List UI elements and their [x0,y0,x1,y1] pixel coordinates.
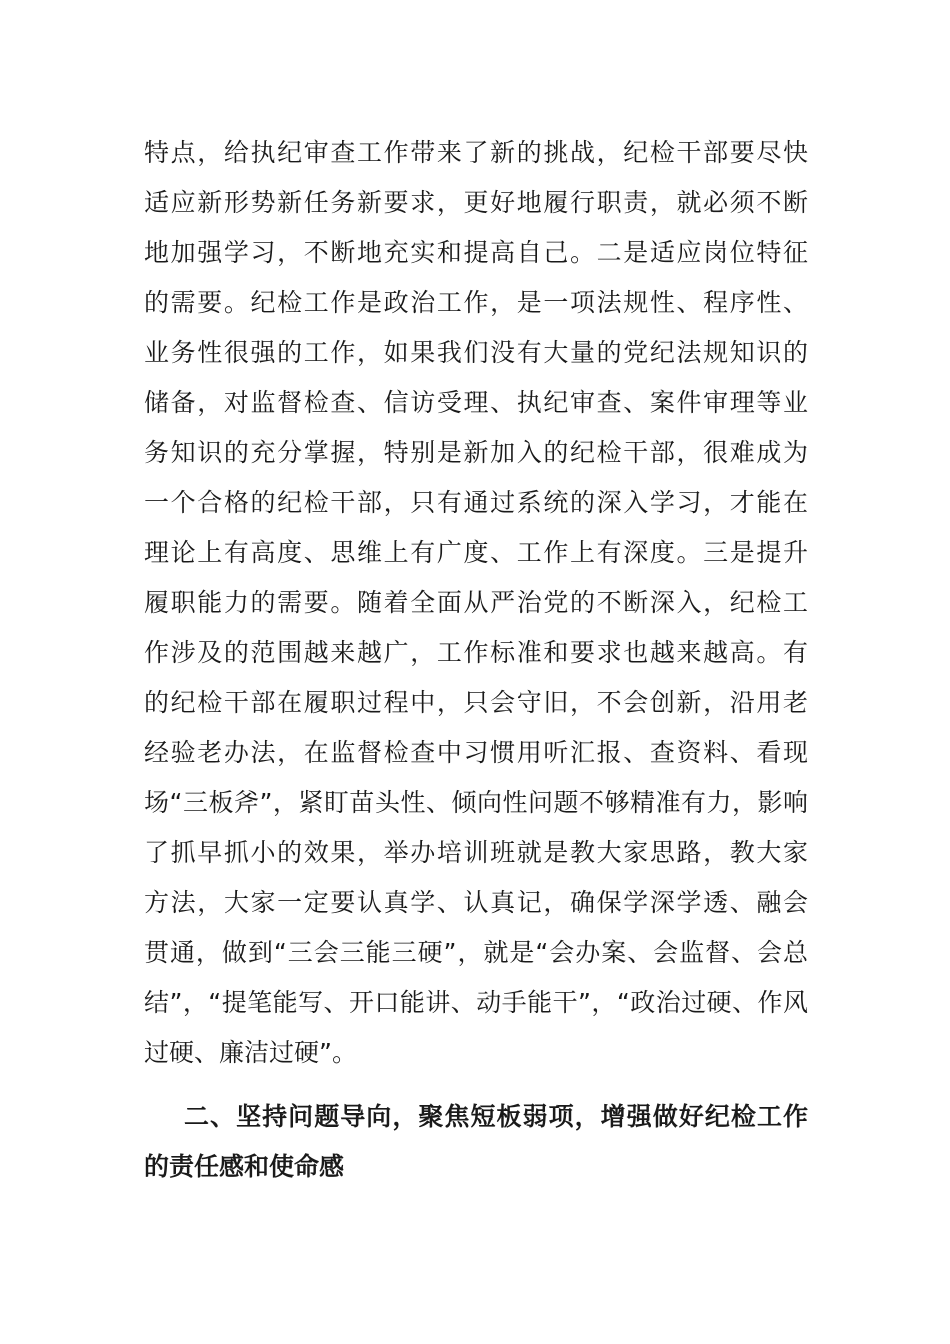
paragraph-line: 结”，“提笔能写、开口能讲、动手能干”，“政治过硬、作风 [144,988,808,1017]
paragraph-line: 业务性很强的工作，如果我们没有大量的党纪法规知识的 [144,338,808,367]
paragraph-line: 一个合格的纪检干部，只有通过系统的深入学习，才能在 [144,488,808,517]
body-paragraph [144,128,808,1078]
paragraph-line: 务知识的充分掌握，特别是新加入的纪检干部，很难成为 [144,438,808,467]
section-heading-line: 二、坚持问题导向，聚焦短板弱项，增强做好纪检工作 [184,1102,808,1131]
paragraph-line: 特点，给执纪审查工作带来了新的挑战，纪检干部要尽快 [144,138,808,167]
paragraph-line: 理论上有高度、思维上有广度、工作上有深度。三是提升 [144,538,808,567]
paragraph-line: 适应新形势新任务新要求，更好地履行职责，就必须不断 [144,188,808,217]
document-content [144,128,808,1192]
paragraph-line: 了抓早抓小的效果，举办培训班就是教大家思路，教大家 [144,838,808,867]
paragraph-line: 贯通，做到“三会三能三硬”，就是“会办案、会监督、会总 [144,938,808,967]
paragraph-line: 履职能力的需要。随着全面从严治党的不断深入，纪检工 [144,588,808,617]
paragraph-line: 的需要。纪检工作是政治工作，是一项法规性、程序性、 [144,288,808,317]
section-heading [144,1092,808,1192]
paragraph-line: 方法，大家一定要认真学、认真记，确保学深学透、融会 [144,888,808,917]
paragraph-line: 作涉及的范围越来越广，工作标准和要求也越来越高。有 [144,638,808,667]
paragraph-line: 地加强学习，不断地充实和提高自己。二是适应岗位特征 [144,238,808,267]
paragraph-line: 的纪检干部在履职过程中，只会守旧，不会创新，沿用老 [144,688,808,717]
paragraph-line: 过硬、廉洁过硬”。 [144,1038,357,1067]
paragraph-line: 经验老办法，在监督检查中习惯用听汇报、查资料、看现 [144,738,808,767]
section-heading-line: 的责任感和使命感 [144,1152,345,1181]
paragraph-line: 场“三板斧”，紧盯苗头性、倾向性问题不够精准有力，影响 [144,788,808,817]
paragraph-line: 储备，对监督检查、信访受理、执纪审查、案件审理等业 [144,388,808,417]
